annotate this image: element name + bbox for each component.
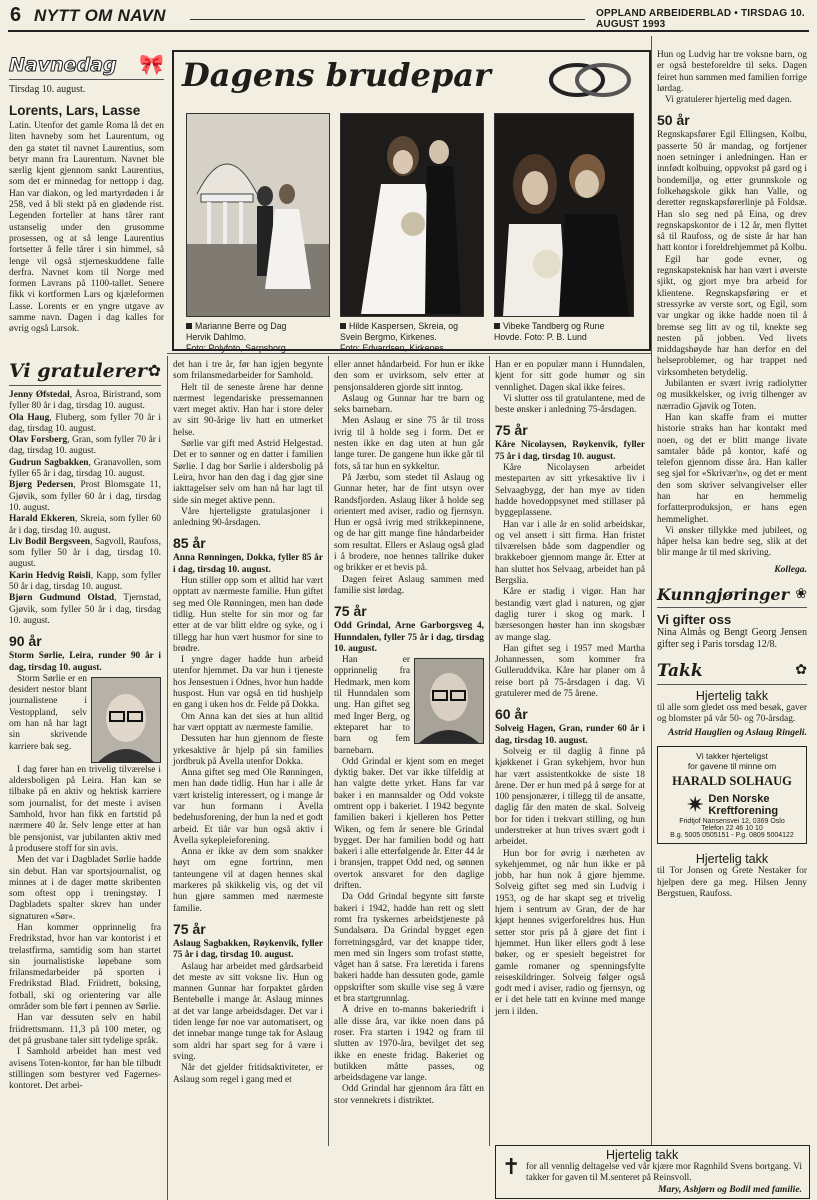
column-5 xyxy=(657,50,807,900)
gratulerer-detail: , Prost Blomsgate 11, Gjøvik, som fyller 60 år i dag, tirsdag 10. august. xyxy=(9,480,162,513)
bottom-takk-signature: Mary, Asbjørn og Bodil med familie. xyxy=(658,1184,802,1195)
paragraph: Da Odd Grindal begynte sitt første bakeri i 1942, hadde han rett og slett romt fra tyskernes arbeidstjeneste på Sundalsøra. Da Grindal bygget egen forretningsgård, var det knappe tider, men med sin Ingers som trofast støtte, våget han å satse. Fra læretida i farens bakeri hadde han dessuten gode, gamle oppskrifter som skulle vise seg å være et bra startgrunnlag. xyxy=(334,892,484,1005)
bullet-icon xyxy=(186,323,192,329)
gratulerer-name: Ola Haug xyxy=(9,412,50,423)
caption-1 xyxy=(186,321,336,354)
column-rule xyxy=(489,356,490,1146)
gratulerer-name: Karin Hedvig Røisli xyxy=(9,570,91,581)
gratulerer-detail: , Fluberg, som fyller 70 år i dag, tirsdag 10. august. xyxy=(9,412,162,434)
navnedag-names: Lorents, Lars, Lasse xyxy=(9,103,141,118)
bottom-takk-box xyxy=(495,1145,810,1199)
paragraph: Vi slutter oss til gratulantene, med de beste ønsker i anledning 75-årsdagen. xyxy=(495,393,645,416)
takk2-text: til Tor Jonsen og Grete Nestaker for hjelpen dere ga meg. Hilsen Jenny Bergstuen, Raufoss. xyxy=(657,866,807,899)
takk2-title: Hjertelig takk xyxy=(695,852,769,867)
paragraph: Storm Sørlie er en desidert nestor blant journalistene i Vestoppland, selv om han nå har lagt sin skrivende karriere bak seg. xyxy=(9,673,87,752)
paragraph: I dag fører han en trivelig tilværelse i aldersboligen på Leira. Han kan se tilbake på en aktiv og hektisk karriere som journalist, for det meste i avisen Samhold, hvor han fikk en fartstid på nærmere 40 år. Selv lenge etter at han ble pensjonist, var jubilanten aktiv med å produsere stoff for sin avis. xyxy=(9,764,161,854)
takk1-text: til alle som gledet oss med besøk, gaver og blomster på vår 50- og 70-årsdag. xyxy=(657,702,807,725)
rose-icon: ✿ xyxy=(147,363,161,380)
paragraph: Vi gratulerer hjertelig med dagen. xyxy=(665,95,792,106)
column-rule xyxy=(167,356,168,1200)
wedding-photo-3 xyxy=(494,113,634,317)
gratulerer-name: Bjørg Pedersen xyxy=(9,480,74,491)
gratulerer-detail: , Skreia, som fyller 60 år i dag, tirsdag 10. august. xyxy=(9,514,161,536)
rule xyxy=(657,684,807,685)
caption-line: Foto: Edvardsen, Kirkenes xyxy=(340,343,444,353)
paragraph: Anna er ikke av dem som snakker høyt om egne fortrinn, men tanteungene vil at dagen hennes skal markeres på skikkelig vis, og det vil hun gjøre sammen med nærmeste familie. xyxy=(173,847,323,914)
paragraph: Han er opprinnelig fra Hedmark, men kom til Hunndalen som ung. Han giftet seg med Inger Berg, og ekteparet har to barn og fem barnebarn. xyxy=(334,655,410,756)
ad-org: Den Norske xyxy=(708,793,770,806)
paragraph: Egil har gode evner, og regnskapsteknisk har han vært i øverste sjikt, og gjort mye bra arbeid for klientene. Regnskapsføring er et stressyrke av verste sort, og Egil, som var ungkar og ikke hadde noen til å bremse seg litt av og til, knekte seg nesten på jobben. Ved livets middagshøyde har han derfor en del helseproblemer, og har trappet ned virksomheten betydelig. xyxy=(657,254,807,378)
paragraph: Kåre Nicolaysen, Røykenvik, fyller 75 år i dag, tirsdag 10. august. xyxy=(495,440,645,462)
rings-icon xyxy=(545,58,635,107)
caption-line: Svein Bergmo, Kirkenes. xyxy=(340,332,437,342)
page-number: 6 xyxy=(10,4,22,26)
heading-90: 90 år xyxy=(9,633,42,650)
paragraph: Hun bor for øvrig i nærheten av sykehjemmet, og når hun ikke er på jobb, har hun nok å gjøre hjemme. Solveig giftet seg med sin Ludvig i 1953, og de har skapt seg et trivelig hjem i sentrum av Gran, der de har kjøpt hennes svigerforeldres hus. Hun setter stor pris på å gjøre det fint i hjemmet. Hun liker ellers godt å lese bøker, og er spesielt begeistret for gamle romaner og spenningsfylte reiseskildringer. Solveig følger også godt med i aviser, radio og fjernsyn, og er i det hele tatt en kvinne med mange jern i ilden. xyxy=(495,848,645,1017)
paragraph: Han var dessuten selv en habil friidrettsmann. 11,3 på 100 meter, og det på grusbane taler sitt tydelige språk. xyxy=(9,1013,161,1046)
portrait-storm-sorlie xyxy=(91,677,161,763)
gratulerer-entry xyxy=(9,514,161,537)
column-2 xyxy=(173,360,323,1086)
paragraph: Han kommer opprinnelig fra Fredrikstad, hvor han var kontorist i et trelastfirma, samtidig som han startet sin journalistiske løpebane som frilansmedarbeider på sporten i Fredrikstad Blad. Friidrett, boksing, fotball, ski og orientering var alle områder som ble ført i pennen av Sørlie. xyxy=(9,922,161,1013)
ad-org: Kreftforening xyxy=(708,805,779,818)
ad-line: Vi takker hjerteligst xyxy=(696,751,768,762)
ad-address: Telefon 22 46 10 10 xyxy=(701,825,763,833)
kunngjoringer-header xyxy=(657,585,807,604)
paragraph: Vi ønsker tillykke med jubileet, og håper helsa kan bedre seg, slik at det blir mange år til med skriving. xyxy=(657,525,807,559)
gratulerer-entry xyxy=(9,390,161,413)
gratulerer-entry xyxy=(9,571,161,594)
column-1 xyxy=(9,356,161,1092)
paragraph: Aslaug og Gunnar har tre barn og seks barnebarn. xyxy=(334,393,484,416)
column-3 xyxy=(334,360,484,1107)
gifter-title: Vi gifter oss xyxy=(657,611,732,627)
star-logo-icon: ✷ xyxy=(685,792,705,818)
cross-icon: ✝ xyxy=(502,1154,521,1179)
paragraph: Han var i alle år en solid arbeidskar, og vel ansett i sitt firma. Han fristet tilværelsen både som dagpendler og brakkeboer gjennom mange år. Etter at han sluttet hos Selvaag, arbeidet han på Bergslia. xyxy=(495,519,645,587)
gratulerer-detail: , Sagvoll, Raufoss, som fyller 50 år i dag, tirsdag 10. august. xyxy=(9,536,161,570)
bottom-takk-title: Hjertelig takk xyxy=(606,1148,679,1162)
caption-line: Vibeke Tandberg og Rune xyxy=(503,321,605,331)
paragraph: Sørlie var gift med Astrid Helgestad. Det er to sønner og en datter i familien Sørlie. I dag bor Sørlie i aldersbolig på Leira, hvor han den dag i dag gjør sine iakttagelser selv om han nå har lagt til side sin meget aktive penn. xyxy=(173,439,323,506)
flower-icon: ❀ xyxy=(795,586,807,602)
paragraph: Kåre Nicolaysen arbeidet mesteparten av sitt yrkesaktive liv i Selvaagbygg, der han mye av tiden hadde hovedoppsynet med stillaser på byggeplassene. xyxy=(495,463,645,519)
bullet-icon xyxy=(494,323,500,329)
paragraph: Odd Grindal har gjennom åra fått en stor vennekrets i distriktet. xyxy=(334,1084,484,1106)
paragraph: Storm Sørlie, Leira, runder 90 år i dag, tirsdag 10. august. xyxy=(9,651,161,673)
paragraph: Solveig er til daglig å finne på kjøkkenet i Gran sykehjem, hvor hun har vært assistentkokke de siste 18 årene. Der er hun med på å sørge for at 100 pensjonærer, i tillegg til de ansatte, daglig får den maten de skal. Solveig bor for tiden i trekvart stilling, og hun understreker at hun trives svært godt i arbeidet. xyxy=(495,746,645,848)
paragraph: Hun stiller opp som et alltid har vært opptatt av nærmeste familie. Hun giftet seg med Ole Rønningen, men han døde tidlig. Hun stelte for sin mor og far etter at de var blitt eldre og syke, og i tillegg har hun vært husmor for sine to brødre. xyxy=(173,576,323,654)
takk-header xyxy=(657,661,807,681)
brudepar-bottom-rule xyxy=(167,353,651,354)
publication-line: OPPLAND ARBEIDERBLAD • TIRSDAG 10. AUGUST 1993 xyxy=(596,8,805,30)
paragraph: Aslaug har arbeidet med gårdsarbeid det meste av sitt voksne liv. Hun og mannen Gunnar har forpaktet gården Bentebølle i mange år. Aslaug minnes at det var lange arbeidsdager. Det var i tiden lenge før noe var automatisert, og det innebar mange tunge tak for Aslaug som aldri har spart seg for å være i sving. xyxy=(173,961,323,1062)
heading-75: 75 år xyxy=(495,422,528,439)
caption-line: Marianne Berre og Dag xyxy=(195,321,287,331)
gratulerer-name: Harald Ekkeren xyxy=(9,514,75,525)
wedding-photo-2 xyxy=(340,113,484,317)
gratulerer-entry xyxy=(9,480,161,514)
paragraph: eller annet håndarbeid. For hun er ikke den som er uvirksom, selv etter at pensjonsalderen gjorde sitt inntog. xyxy=(334,360,484,393)
bottom-takk-text: for all vennlig deltagelse ved vår kjære mor Ragnhild Svens bortgang. Vi takker for gaven til M.senteret på Reinsvoll. xyxy=(526,1162,802,1184)
caption-line: Hervik Dahlmo. xyxy=(186,332,247,342)
paragraph: Dessuten har hun gjennom de fleste yrkesaktive år hjelp på sin families jordbruk på Åvella utenfor Dokka. xyxy=(173,734,323,767)
paragraph: Kåre er stadig i vigør. Han har bestandig vært glad i naturen, og gjør daglig turer i skog og mark. I bærsesongen høster han inn skogsbær av mange slag. xyxy=(495,587,645,643)
paragraph: Solveig Hagen, Gran, runder 60 år i dag, tirsdag 10. august. xyxy=(495,724,645,746)
takk-title: Takk xyxy=(657,660,703,681)
heading-75: 75 år xyxy=(173,920,206,937)
gratulerer-name: Bjørn Gudmund Olstad xyxy=(9,593,115,604)
rule xyxy=(657,607,807,608)
kunngjoringer-title: Kunngjøringer xyxy=(657,584,790,604)
ad-name: HARALD SOLHAUG xyxy=(672,774,792,789)
heading-50: 50 år xyxy=(657,112,690,129)
takk1-signature: Astrid Hauglien og Aslaug Ringeli. xyxy=(667,727,807,739)
gratulerer-entry xyxy=(9,413,161,436)
kreftforening-ad xyxy=(657,746,807,844)
gratulerer-list xyxy=(9,390,161,627)
gratulerer-detail: , Åsroa, Biristrand, som fyller 80 år i dag, tirsdag 10. august. xyxy=(9,390,161,412)
paragraph: På Jærbu, som stedet til Aslaug og Gunnar heter, har de fint utsyn over Randsfjorden. Aslaug liker å holde seg orientert med aviser, radio og fjernsyn. Hun er også ivrig med strikkepinnene, og de har gitt mange fine håndarbeider som resultat. Ellers er Aslaug også glad i å brodere, noe hennes tallrike duker og brikker er et bevis på. xyxy=(334,472,484,574)
section-title: NYTT OM NAVN xyxy=(34,6,166,25)
heading-85: 85 år xyxy=(173,535,206,552)
paragraph: Hun og Ludvig har tre voksne barn, og er også besteforeldre til seks. Dagen feiret hun sammen med familien forrige lørdag. xyxy=(657,50,807,94)
gratulerer-entry xyxy=(9,593,161,627)
flower-icon: ✿ xyxy=(795,663,807,679)
brudepar-title-text: Dagens brudepar xyxy=(182,56,491,94)
caption-line: Hilde Kaspersen, Skreia, og xyxy=(349,321,459,331)
gratulerer-entry xyxy=(9,537,161,571)
gratulerer-name: Gudrun Sagbakken xyxy=(9,457,89,468)
gratulerer-detail: , Tjernstad, Gjøvik, som fyller 50 år i dag, tirsdag 10. august. xyxy=(9,593,161,626)
paragraph: Å drive en to-manns bakeriedrift i alle disse åra, var ikke noen dans på roser. Fra starten i 1942 og fram til slutten av 1970-åra, bevilget det seg ikke en eneste fridag. Bakeriet og butikken måtte passes, og arbeidsdagene var lange. xyxy=(334,1005,484,1084)
paragraph: Men Aslaug er sine 75 år til tross ivrig til å holde seg i form. Det er nesten ikke en dag uten at hun går lange turer. De gangene hun ikke går til fots, så tar hun en sykkeltur. xyxy=(334,416,484,472)
caption-3 xyxy=(494,321,644,343)
gratulerer-title: Vi gratulerer xyxy=(9,360,147,382)
rule xyxy=(9,385,161,386)
gratulerer-entry xyxy=(9,435,161,458)
header-bottom-rule xyxy=(8,30,809,32)
ad-line: for gavene til minne om xyxy=(687,761,777,772)
navnedag-section xyxy=(9,52,164,336)
paragraph: Odd Grindal, Arne Garborgsveg 4, Hunndalen, fyller 75 år i dag, tirsdag 10. august. xyxy=(334,621,484,654)
gratulerer-detail: , Kapp, som fyller 50 år i dag, tirsdag 10. august. xyxy=(9,570,161,593)
navnedag-date: Tirsdag 10. august. xyxy=(9,84,86,95)
wedding-photo-1 xyxy=(186,113,330,317)
column-rule xyxy=(328,356,329,1146)
paragraph: det han i tre år, før han igjen begynte som frilansmedarbeider for Samhold. xyxy=(173,360,323,382)
caption-line: Foto: Polyfoto, Sarpsborg xyxy=(186,343,286,353)
paragraph: Aslaug Sagbakken, Røykenvik, fyller 75 år i dag, tirsdag 10. august. xyxy=(173,938,323,961)
paragraph: Anna Rønningen, Dokka, fyller 85 år i dag, tirsdag 10. august. xyxy=(173,553,323,575)
gratulerer-detail: , Gran, som fyller 70 år i dag, tirsdag 10. august. xyxy=(9,435,161,457)
heading-60: 60 år xyxy=(495,706,528,723)
ad-address: Fridtjof Nansensvei 12, 0369 Oslo xyxy=(679,818,785,826)
signature: Kollega. xyxy=(774,563,807,575)
paragraph: Han er en populær mann i Hunndalen, kjent for sitt gode humør og sin vennlighet. Dagen skal ikke feires. xyxy=(495,360,645,393)
paragraph: Men det var i Dagbladet Sørlie hadde sin debut. Han var sportsjournalist, og minnes at i de dager møtte skribenten som oftest opp i treningstøy. I Dagbladets spalter skrev han under signaturen «Sør». xyxy=(9,855,161,922)
paragraph: I yngre dager hadde hun arbeid utenfor hjemmet. Da var hun i tjeneste hos Jensestuen i Odnes, hvor hun hadde huspost. Hun var også en tid hushjelp en gang i uken hos dr. Felde på Dokka. xyxy=(173,655,323,711)
gratulerer-name: Jenny Øfstedal xyxy=(9,390,70,400)
brudepar-title xyxy=(182,56,491,94)
paragraph: I Samhold arbeidet han mest ved avisens Toten-kontor, før han ble tilbudt stillingen som bestyrer ved Fagernes-kontoret. Det arbei- xyxy=(9,1047,161,1092)
navnedag-text: Latin. Utenfor det gamle Roma lå det en liten havneby som het Laurentum, og den ga støtet til navnet Laurentius, som betyr mann fra Laurentum. Navnet ble særlig kjent gjennom sankt Laurentius, som det er minnedag for nettopp i dag. Han var diakon, og led martyrdøden i år 258, ved å bli stekt på en glødende rist. Legenden forteller at hans tårer rant ustanselig under den grusomme prosessen, og at så lenge Laurentius fortsetter å felle tårer i sin himmel, så lenge vil også stjerneskuddene falle derfra. Navnet kom til Norge med formen Lavrans på 1100-tallet. Senere fikk vi kortformen Lars og kjæleformen Lasse. Lorents er en yngre utgave av samme navn. Dagen i dag kalles for øvrig også Larsok. xyxy=(9,121,164,335)
heading-75: 75 år xyxy=(334,603,367,620)
gratulerer-header xyxy=(9,360,161,382)
gratulerer-name: Olav Forsberg xyxy=(9,435,68,446)
portrait-odd-grindal xyxy=(414,658,484,744)
gratulerer-entry xyxy=(9,458,161,481)
paragraph: Helt til de seneste årene har denne nærmest legendariske pressemannen vært meget aktiv. Han har i store deler av sitt 90-årige liv hatt en utmerket helse. xyxy=(173,382,323,438)
paragraph: Han kan skaffe fram ei mutter historie straks han har kontakt med noen, og det er blitt mange livate samtaler både på kontor, kafé og telefon gjennom disse åra. Han kaller seg sjøl for «Skrivær'n», og det er ment den som skriver selvangivelser eller han har en hemmelig forfatterproduksjon, er hans egen hemmelighet. xyxy=(657,412,807,525)
paragraph: Om Anna kan det sies at hun alltid har vært opptatt av nærmeste familie. xyxy=(173,711,323,733)
paragraph: Regnskapsfører Egil Ellingsen, Kolbu, passerte 50 år mandag, og fortjener noen setninger i anledningen. Han er innfødt kolbuing, oppvokst på gard og i bondemiljø, og etter grunnskole og folkehøgskole gikk han Valle, og deretter regnskapsførerlinje på Foldsæ. Han slo seg ned på Eina, og drev regnskapskontor de i 12 år, men flyttet så til Raufoss, og de siste år har han hatt kontor i foreldrehjemmet på Kolbu. xyxy=(657,130,807,254)
column-4 xyxy=(495,360,645,1018)
navnedag-title: Navnedag xyxy=(9,53,117,76)
paragraph: Anna giftet seg med Ole Rønningen, men han døde tidlig. Hun har i alle år vært kristelig interessert, og i mange år var hun formann i Åvella bedehusforening, der hun la ned et godt arbeid. Et tiår var hun også aktiv i Åvella sykepleieforening. xyxy=(173,768,323,846)
bow-ribbon-icon: 🎀 xyxy=(139,54,164,76)
paragraph: Våre hjerteligste gratulasjoner i anledning 90-årsdagen. xyxy=(173,506,323,529)
gifter-text: Nina Almås og Bengt Georg Jensen gifter seg i Paris torsdag 12/8. xyxy=(657,626,807,650)
paragraph: Odd Grindal er kjent som en meget dyktig baker. Det var ikke tilfeldig at han valgte dette yrket. Hans far var baker i en mannsalder og Odd vokste omtrent opp i bakeriet. I 1942 begynte familien bakeri i kjelleren hos Petter Wiken, og fem år senere ble Grindal bygget. Der har familien bodd og hatt bakeri i alle etterfølgende år. Etter 44 år i bransjen, trappet Odd ned, og sønnen overtok ansvaret for den daglige driften. xyxy=(334,756,484,892)
caption-line: Hovde. Foto: P. B. Lund xyxy=(494,332,587,342)
ad-address: B.g. 5005 0505151 - P.g. 0809 5004122 xyxy=(670,832,794,840)
bullet-icon xyxy=(340,323,346,329)
paragraph: Han giftet seg i 1957 med Martha Johannessen, som kommer fra Gulleruddvika. Kåre har planer om å reise bort på 75-årsdagen i dag. Vi gratulerer med de 75 årene. xyxy=(495,643,645,700)
caption-2 xyxy=(340,321,490,354)
rule xyxy=(9,79,164,80)
takk1-title: Hjertelig takk xyxy=(695,688,769,703)
gratulerer-name: Liv Bodil Bergsveen xyxy=(9,536,91,547)
paragraph: Dagen feiret Aslaug sammen med familie sist lørdag. xyxy=(334,574,484,596)
gratulerer-detail: , Granavollen, som fyller 65 år i dag, tirsdag 10. august. xyxy=(9,457,161,480)
paragraph: Jubilanten er svært ivrig radiolytter og musikkelsker, og ivrig tilhenger av nærradio Gjøvik og Toten. xyxy=(657,379,807,412)
column-rule xyxy=(651,36,652,1146)
header-rule xyxy=(190,19,585,20)
paragraph: Når det gjelder fritidsaktiviteter, er Aslaug som regel i gang med et xyxy=(173,1063,323,1085)
